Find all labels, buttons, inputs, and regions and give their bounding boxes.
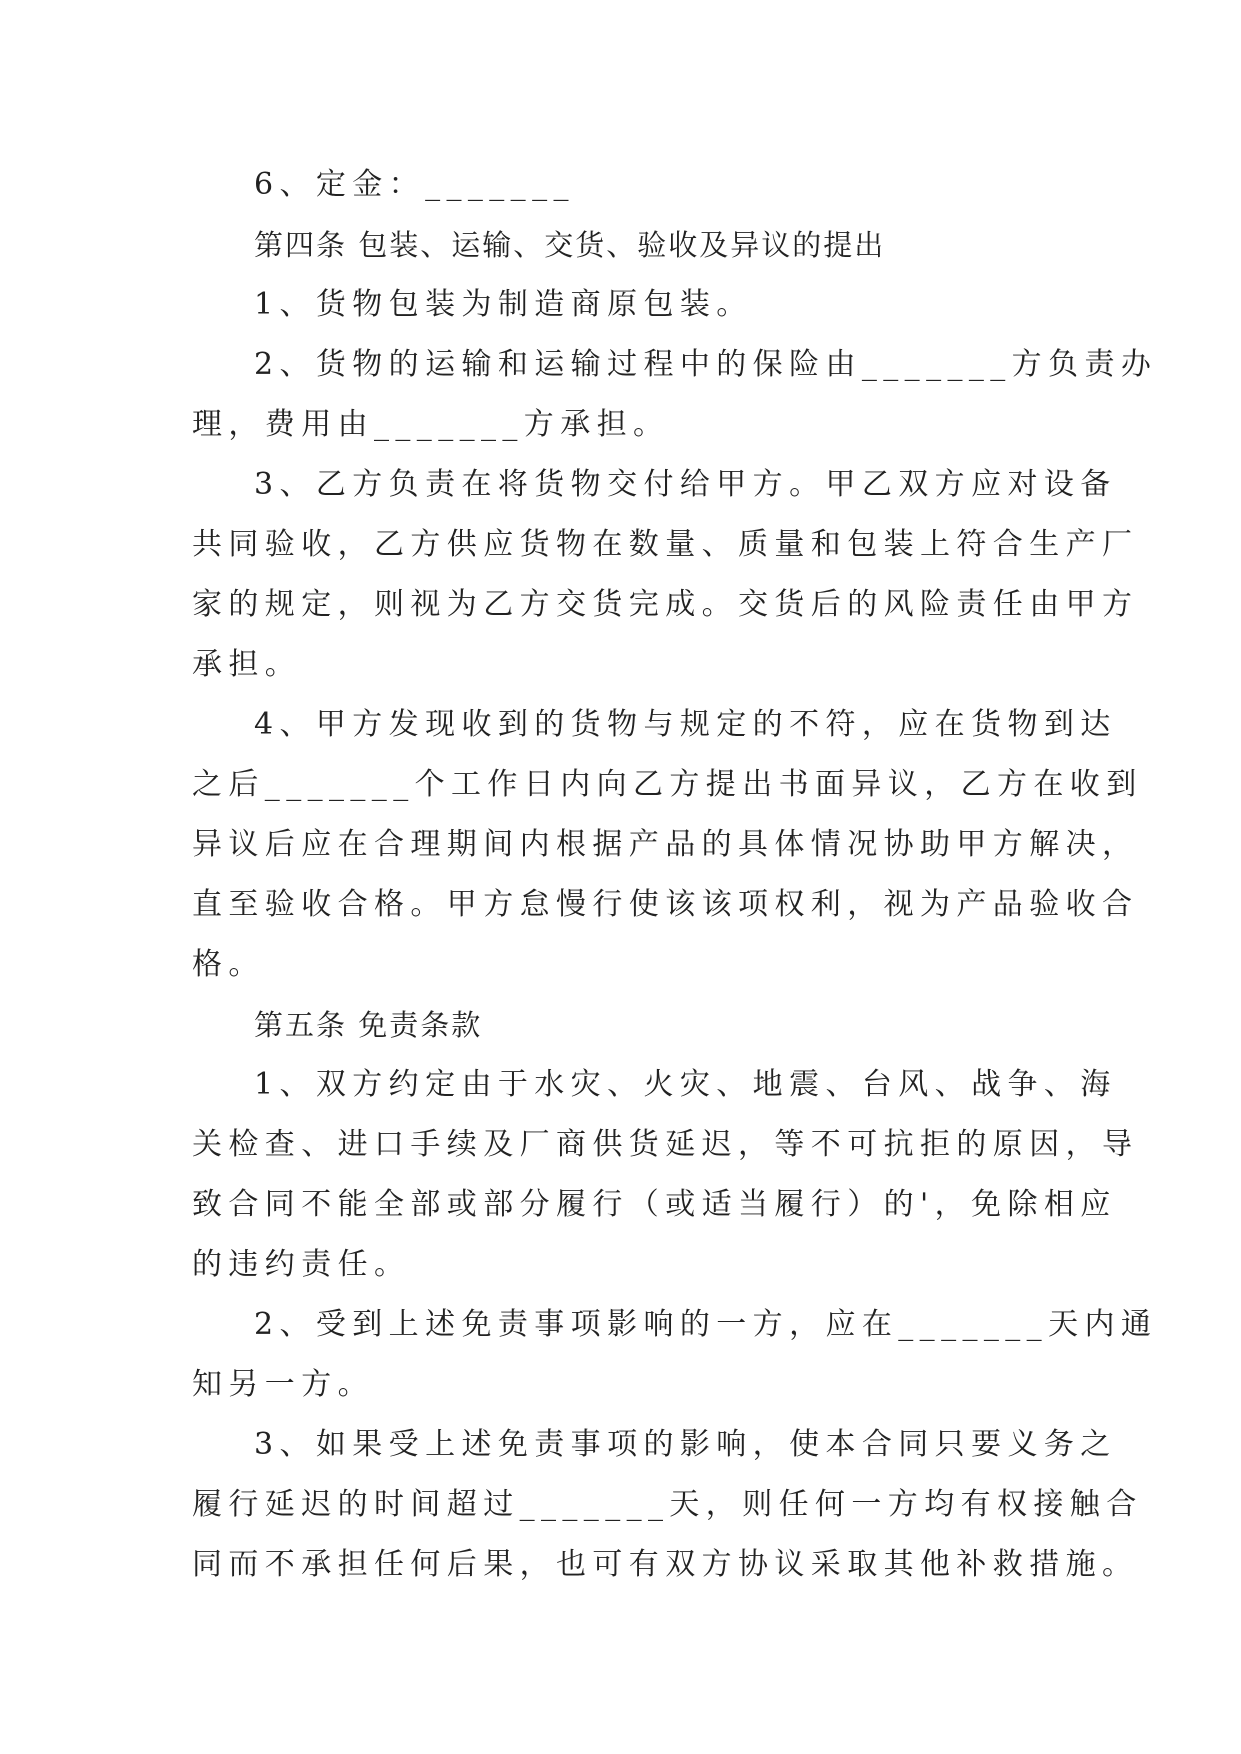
- text-line: 知另一方。: [192, 1367, 374, 1402]
- text-line: 1、货物包装为制造商原包装。: [254, 287, 753, 322]
- text-line: 理，费用由_______方承担。: [192, 407, 670, 442]
- document-body: [192, 155, 1158, 1595]
- text-line: 直至验收合格。甲方怠慢行使该该项权利，视为产品验收合: [192, 887, 1139, 922]
- text-line: 异议后应在合理期间内根据产品的具体情况协助甲方解决，: [192, 827, 1139, 862]
- section-title-article-5: 第五条 免责条款: [254, 1008, 483, 1042]
- text-line: 格。: [192, 947, 265, 982]
- text-line: 致合同不能全部或部分履行（或适当履行）的'，免除相应: [192, 1187, 1117, 1222]
- text-line: 履行延迟的时间超过_______天，则任何一方均有权接触合: [192, 1487, 1143, 1522]
- text-line: 共同验收，乙方供应货物在数量、质量和包装上符合生产厂: [192, 527, 1139, 562]
- text-line: 2、受到上述免责事项影响的一方，应在_______天内通: [254, 1307, 1158, 1342]
- text-line: 3、乙方负责在将货物交付给甲方。甲乙双方应对设备: [254, 467, 1117, 502]
- text-line: 关检查、进口手续及厂商供货延迟，等不可抗拒的原因，导: [192, 1127, 1139, 1162]
- text-line: 之后_______个工作日内向乙方提出书面异议，乙方在收到: [192, 767, 1143, 802]
- text-line: 家的规定，则视为乙方交货完成。交货后的风险责任由甲方: [192, 587, 1139, 622]
- text-line: 同而不承担任何后果，也可有双方协议采取其他补救措施。: [192, 1547, 1139, 1582]
- section-title-article-4: 第四条 包装、运输、交货、验收及异议的提出: [254, 228, 886, 262]
- text-line: 2、货物的运输和运输过程中的保险由_______方负责办: [254, 347, 1158, 382]
- text-line: 承担。: [192, 647, 302, 682]
- clause-deposit: 6、定金：_______: [254, 167, 575, 202]
- text-line: 的违约责任。: [192, 1247, 411, 1282]
- text-line: 3、如果受上述免责事项的影响，使本合同只要义务之: [254, 1427, 1117, 1462]
- text-line: 4、甲方发现收到的货物与规定的不符，应在货物到达: [254, 707, 1117, 742]
- text-line: 1、双方约定由于水灾、火灾、地震、台风、战争、海: [254, 1067, 1117, 1102]
